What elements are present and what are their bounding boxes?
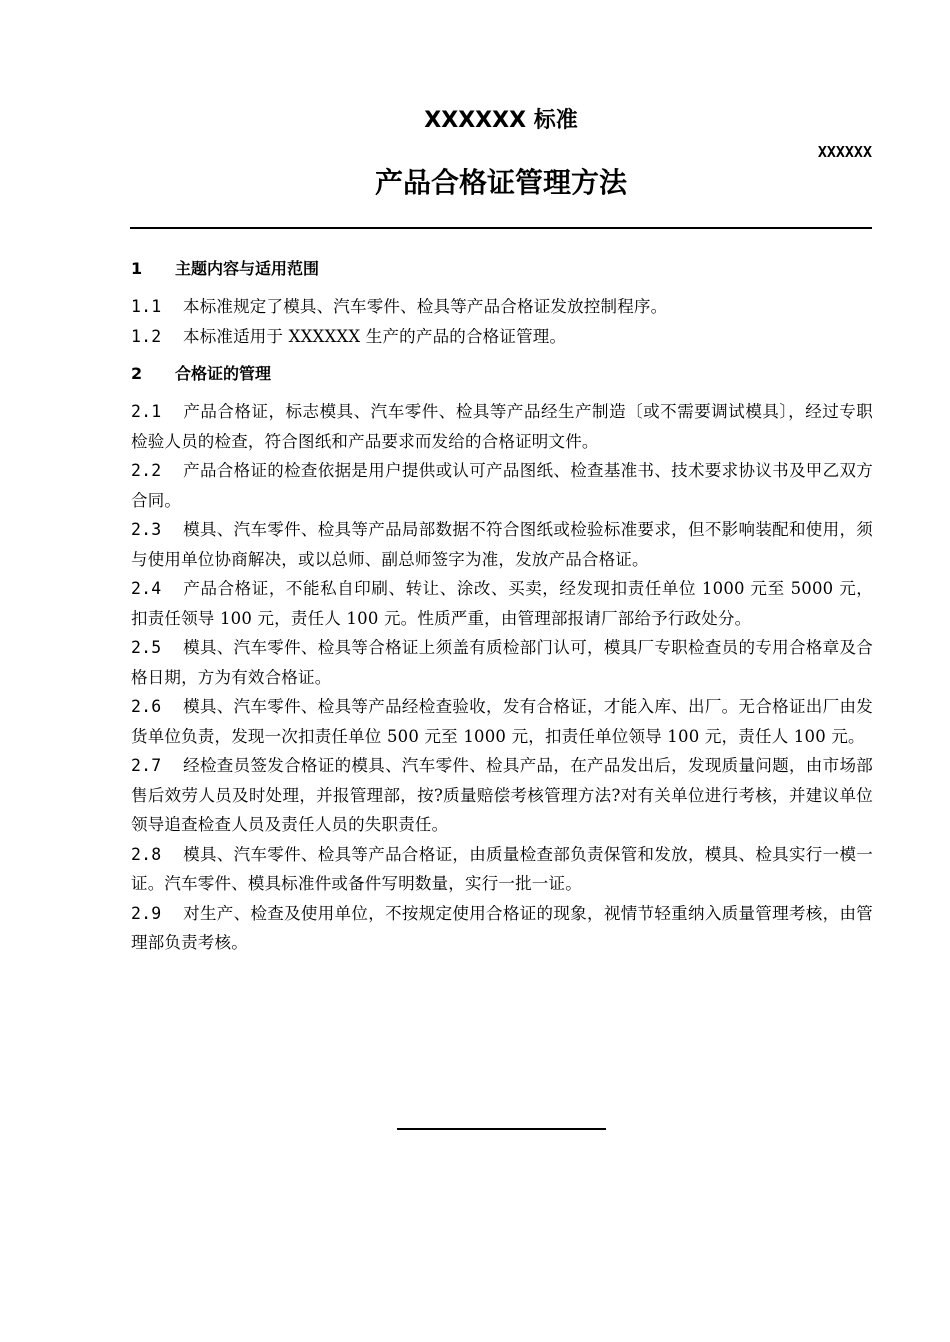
- clause-number: 2.8: [131, 844, 162, 864]
- clause: [131, 292, 873, 322]
- document-code: XXXXXX: [817, 143, 872, 161]
- clause-number: 2.1: [131, 402, 162, 421]
- document-body: [131, 256, 873, 958]
- clause-text: 产品合格证，标志模具、汽车零件、检具等产品经生产制造〔或不需要调试模具〕，经过专职检验人员的检查，符合图纸和产品要求而发给的合格证明文件。: [131, 402, 873, 451]
- clause: [131, 751, 873, 840]
- clause-number: 1.1: [131, 297, 162, 316]
- clause-text: 经检查员签发合格证的模具、汽车零件、检具产品，在产品发出后，发现质量问题，由市场部售后效劳人员及时处理，并报管理部，按?质量赔偿考核管理方法?对有关单位进行考核，并建议单位领导追查检查人员及责任人员的失职责任。: [131, 756, 873, 834]
- clause: [131, 633, 873, 692]
- clause-number: 2.4: [131, 579, 162, 598]
- document-title: 产品合格证管理方法: [374, 166, 627, 199]
- standard-title: XXXXXX 标准: [424, 108, 578, 133]
- clause-text: 本标准规定了模具、汽车零件、检具等产品合格证发放控制程序。: [183, 297, 668, 316]
- clause-text: 本标准适用于 XXXXXX 生产的产品的合格证管理。: [183, 326, 567, 346]
- clause: [131, 574, 873, 633]
- header-divider: [130, 227, 872, 229]
- clause-number: 2.6: [131, 697, 162, 716]
- clause: [131, 899, 873, 958]
- section-number: 1: [131, 259, 143, 278]
- clause-text: 模具、汽车零件、检具等合格证上须盖有质检部门认可，模具厂专职检查员的专用合格章及合格日期，方为有效合格证。: [131, 638, 873, 687]
- section-spacer: [131, 351, 873, 361]
- section-title: 主题内容与适用范围: [175, 259, 320, 278]
- clause-text: 对生产、检查及使用单位，不按规定使用合格证的现象，视情节轻重纳入质量管理考核，由管理部负责考核。: [131, 903, 873, 952]
- clause: [131, 322, 873, 352]
- section-heading: [131, 256, 873, 282]
- section-title: 合格证的管理: [175, 364, 272, 383]
- clause-text: 模具、汽车零件、检具等产品经检查验收，发有合格证，才能入库、出厂。无合格证出厂由发货单位负责，发现一次扣责任单位 500 元至 1000 元，扣责任单位领导 100 元，责任人 100 元。: [131, 697, 873, 746]
- clause: [131, 515, 873, 574]
- clause-number: 2.3: [131, 520, 162, 539]
- section-number: 2: [131, 364, 143, 383]
- clause-number: 2.7: [131, 756, 162, 775]
- clause: [131, 397, 873, 456]
- clause-text: 产品合格证的检查依据是用户提供或认可产品图纸、检查基准书、技术要求协议书及甲乙双方合同。: [131, 461, 873, 510]
- clause-text: 模具、汽车零件、检具等产品局部数据不符合图纸或检验标准要求，但不影响装配和使用，须与使用单位协商解决，或以总师、副总师签字为准，发放产品合格证。: [131, 520, 873, 569]
- clause-number: 1.2: [131, 326, 162, 346]
- clause-number: 2.2: [131, 461, 162, 480]
- end-of-document-line: [397, 1128, 606, 1130]
- clause: [131, 692, 873, 751]
- clause: [131, 456, 873, 515]
- clause-number: 2.9: [131, 903, 162, 923]
- clause-text: 模具、汽车零件、检具等产品合格证，由质量检查部负责保管和发放，模具、检具实行一模一证。汽车零件、模具标准件或备件写明数量，实行一批一证。: [131, 844, 873, 893]
- clause: [131, 840, 873, 899]
- clause-text: 产品合格证，不能私自印刷、转让、涂改、买卖，经发现扣责任单位 1000 元至 5000 元，扣责任领导 100 元，责任人 100 元。性质严重，由管理部报请厂部给予行政处分。: [131, 579, 873, 628]
- section-heading: [131, 361, 873, 387]
- clause-number: 2.5: [131, 638, 162, 657]
